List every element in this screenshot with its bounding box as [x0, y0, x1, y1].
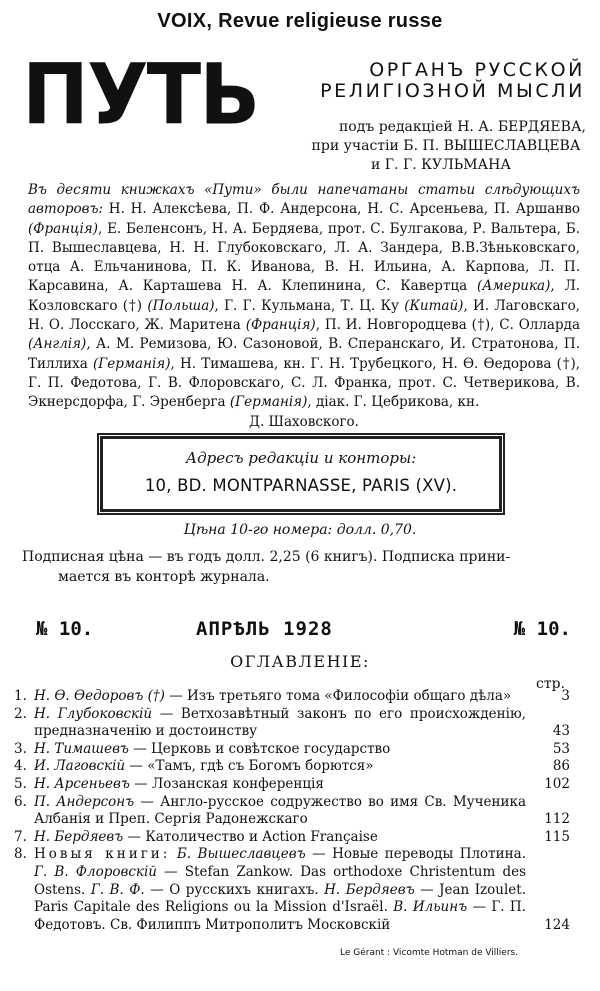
authors-paragraph	[28, 181, 580, 432]
table-of-contents	[14, 688, 570, 934]
author-country: (Англія)	[28, 336, 87, 353]
subscription-line-2: мается въ конторѣ журнала.	[58, 568, 270, 585]
toc-entry-number: 8.	[14, 846, 27, 863]
toc-entry	[14, 741, 570, 759]
journal-subtitle: VOIX, Revue religieuse russe	[157, 10, 443, 32]
author-country: (Франція)	[245, 317, 316, 334]
issue-price: Цѣна 10-го номера: долл. 0,70.	[183, 522, 417, 538]
toc-entry-title: — «Тамъ, гдѣ съ Богомъ борются»	[125, 758, 374, 775]
toc-entry-author: И. Лаговскій	[34, 758, 126, 775]
editor-line-3: и Г. Г. КУЛЬМАНА	[371, 157, 511, 173]
authors-list-part: , діак. Г. Цебрикова, кн.	[307, 394, 480, 411]
author-country: (Польша)	[147, 297, 215, 314]
organ-line-1: ОРГАНЪ РУССКОЙ	[369, 59, 585, 81]
toc-entry-page: 102	[544, 775, 570, 792]
toc-entry-author: Н. Глубоковскій	[34, 705, 153, 722]
authors-list-part: , Л. Козловскаго (†)	[28, 278, 580, 314]
review-author: В. Ильинъ	[393, 899, 468, 916]
author-country: (Германія)	[93, 355, 171, 372]
toc-entry-author: П. Андерсонъ	[34, 793, 135, 810]
subscription-info	[22, 548, 582, 587]
author-country: (Китай)	[404, 297, 464, 314]
authors-list-part: Н. Н. Алексѣева, П. Ф. Андерсона, Н. С. Арсеньева, П. Аршанво	[103, 201, 580, 218]
issue-number-left: № 10.	[36, 618, 94, 640]
authors-list-part: , Г. Г. Кульмана, Т. Ц. Ку	[214, 297, 405, 314]
toc-entry-author: Н. Арсеньевъ	[34, 775, 130, 792]
review-title: — Г. П. Федотовъ. Св. Филиппъ Митрополитъ Московскій	[34, 899, 526, 933]
toc-entry-page: 124	[544, 916, 570, 933]
review-title: — Stefan Zankow. Das orthodoxe Christentum des Ostens.	[34, 863, 526, 898]
review-author: Г. В. Ф.	[90, 881, 145, 898]
toc-entry-page: 86	[552, 758, 570, 775]
review-author: Н. Бердяевъ	[324, 881, 415, 898]
issue-number-right: № 10.	[513, 618, 571, 640]
issue-line	[36, 618, 571, 644]
toc-entry	[14, 688, 570, 706]
toc-entry	[14, 794, 570, 829]
authors-list-part: , А. М. Ремизова, Ю. Сазоновой, В. Сперанскаго, И. Стратонова, П. Тиллиха	[28, 336, 580, 372]
authors-list-part: , И. Лаговскаго, Н. О. Лосскаго, Ж. Маритена	[28, 297, 581, 334]
toc-entry	[14, 706, 570, 741]
author-country: (Америка)	[476, 278, 551, 295]
toc-entry-title: — Церковь и совѣтское государство	[128, 740, 391, 757]
toc-entry-title: — Изъ третьяго тома «Философіи общаго дѣла»	[164, 688, 512, 704]
toc-entry-author: Н. Тимашевъ	[34, 740, 129, 757]
toc-entry	[14, 829, 570, 847]
toc-entry-page: 53	[552, 740, 570, 757]
address-label: Адресъ редакціи и конторы:	[185, 449, 417, 467]
journal-logo: ПУТЬ	[22, 45, 259, 144]
review-title: — Jean Izoulet. Paris Capitale des Religions ou la Mission d'Israël.	[34, 881, 526, 916]
authors-list-part: , П. И. Новгородцева (†), С. Олларда	[315, 317, 580, 334]
authors-list-part: , Е. Беленсонъ, Н. А. Бердяева, прот. С. Булгакова, Р. Вальтера, Б. П. Вышеславцева, Н. Н. Глубоковскаго, Л. А. Зандера, В.В.Зѣньковскаго, отца А. Ельчанинова, П. К. Иванова, В. Н. Ильина, А. Карпова, Л. П. Карсавина, А. Карташева Н. А. Клепинина, С. Кавертца	[28, 220, 580, 295]
author-country: (Германія)	[229, 394, 308, 411]
toc-entry-page: 3	[561, 688, 570, 704]
gerant-line: Le Gérant : Vicomte Hotman de Villiers.	[340, 948, 519, 958]
authors-list-last: Д. Шаховского.	[249, 413, 359, 430]
toc-entry-new-books	[14, 846, 570, 934]
editors-block	[296, 118, 586, 175]
toc-entry-author: Н. Бердяевъ	[34, 828, 124, 845]
toc-entry-number: 5.	[14, 775, 27, 792]
toc-entry-page: 43	[552, 723, 570, 740]
organ-description	[300, 60, 585, 102]
toc-entry-title: — Англо-русское содружество во имя Св. Мученика Албанія и Преп. Сергія Радонежскаго	[34, 793, 526, 828]
review-author: Г. В. Флоровскій	[34, 863, 157, 880]
toc-entry-number: 6.	[14, 793, 27, 810]
toc-entry-page: 115	[544, 828, 570, 845]
author-country: (Франція)	[28, 220, 98, 237]
subscription-line-1: Подписная цѣна — въ годъ долл. 2,25 (6 книгъ). Подписка прини-	[22, 549, 511, 565]
toc-title: ОГЛАВЛЕНІЕ:	[230, 652, 370, 671]
editor-line-2: при участіи Б. П. ВЫШЕСЛАВЦЕВА	[311, 138, 581, 154]
authors-intro: Въ десяти книжкахъ «Пути» были напечатаны статьи слѣдующихъ авторовъ:	[28, 182, 580, 218]
toc-entry-title: — Ветхозавѣтный законъ по его происхожденію, предназначенію и достоинству	[34, 705, 526, 740]
address-box	[100, 436, 502, 512]
toc-entry-number: 1.	[14, 688, 27, 704]
toc-entry-number: 7.	[14, 828, 27, 845]
review-title: — О русскихъ книгахъ.	[144, 881, 325, 898]
address-value: 10, BD. MONTPARNASSE, PARIS (XV).	[144, 476, 458, 495]
toc-entry-author: Н. Ѳ. Ѳедоровъ (†)	[34, 688, 165, 704]
issue-date: АПРѢЛЬ 1928	[196, 618, 333, 640]
toc-entry-number: 3.	[14, 740, 27, 757]
toc-entry-page: 112	[544, 811, 570, 828]
toc-entry-title: — Католичество и Action Française	[123, 828, 378, 845]
review-title: — Новые переводы Плотина.	[305, 846, 526, 863]
toc-entry	[14, 758, 570, 776]
toc-entry-number: 2.	[14, 705, 27, 722]
toc-entry-title: — Лозанская конференція	[129, 775, 324, 792]
authors-list-part: , Н. Тимашева, кн. Г. Н. Трубецкого, Н. Ѳ. Ѳедорова (†), Г. П. Федотова, Г. В. Флоровскаго, С. Л. Франка, прот. С. Четверикова, В. Экнерсдорфа, Г. Эренберга	[28, 355, 580, 411]
toc-entry-number: 4.	[14, 758, 27, 775]
editor-line-1: подъ редакціей Н. А. БЕРДЯЕВА,	[338, 119, 586, 135]
organ-line-2: РЕЛИГІОЗНОЙ МЫСЛИ	[320, 80, 585, 102]
review-author: Б. Вышеславцевъ	[170, 846, 306, 863]
new-books-label: Новыя книги:	[34, 846, 171, 863]
toc-page-header: стр.	[536, 676, 565, 692]
toc-entry	[14, 776, 570, 794]
